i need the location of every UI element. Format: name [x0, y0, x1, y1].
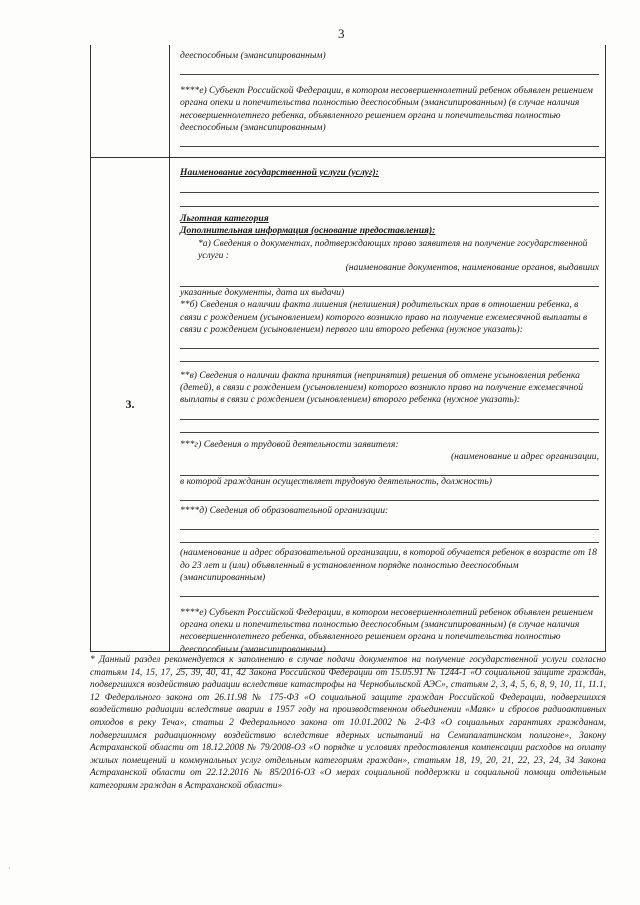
row3-content	[180, 167, 599, 669]
item-a-hint: указанные документы, дата их выдачи)	[180, 287, 345, 299]
item-e: ****е) Субъект Российской Федерации, в котором несовершеннолетний ребенок объявлен решением органа опеки и попечительства полностью дееспособным (эмансипированным) (в случае наличия несовершеннолетнего ребенка, объявленного решением органа и попечительства полностью дееспособным (эмансипированным)	[180, 607, 593, 655]
item-v: **в) Сведения о наличии факта принятия (непринятия) решения об отмене усыновления ребенка (детей), в связи с рождением (усыновлением) которого возникло право на получение ежемесячной выплаты в связи с рождением (усыновлением) второго ребенка (нужное указать):	[180, 370, 584, 406]
item-g-hint: в которой гражданин осуществляет трудовую деятельность, должность)	[180, 476, 492, 488]
margin-mark: ·	[8, 864, 11, 873]
item-d-field[interactable]	[180, 519, 599, 530]
footnote	[90, 654, 606, 793]
item-g-hint: (наименование и адрес организации,	[450, 450, 599, 462]
item-d-hint: (наименование и адрес образовательной организации, в которой обучается ребенок в возрасте от 18 до 23 лет и (или) объявленный в установленном порядке полностью дееспособным (эмансипированным)	[180, 547, 597, 583]
item-g-field[interactable]	[180, 490, 599, 501]
item-b-field[interactable]	[180, 351, 599, 362]
item-d-field[interactable]	[180, 586, 599, 597]
prev-row-content	[180, 50, 599, 147]
fill-line[interactable]	[180, 136, 599, 147]
additional-info-label: Дополнительная информация (основание предоставления):	[180, 225, 436, 237]
item-a: *а) Сведения о документах, подтверждающих право заявителя на получение государственной услуги :	[198, 237, 588, 261]
item-d-field[interactable]	[180, 532, 599, 543]
continuation-text: дееспособным (эмансипированным)	[180, 50, 326, 61]
service-name-label: Наименование государственной услуги (услуг):	[180, 167, 379, 178]
fill-line[interactable]	[180, 64, 599, 75]
column-divider	[169, 45, 170, 651]
page-number: 3	[338, 26, 345, 41]
row-divider	[91, 157, 605, 158]
subject-clause: ****е) Субъект Российской Федерации, в котором несовершеннолетний ребенок объявлен решением органа опеки и попечительства полностью дееспособным (эмансипированным) (в случае наличия несовершеннолетнего ребенка, объявленного решением органа и попечительства полностью дееспособным (эмансипированным)	[180, 85, 593, 133]
item-b-field[interactable]	[180, 338, 599, 349]
benefit-category-label: Льготная категория	[180, 213, 269, 225]
item-a-field[interactable]	[180, 276, 599, 287]
item-d: ****д) Сведения об образовательной организации:	[180, 505, 389, 517]
item-g-field[interactable]	[180, 465, 599, 476]
form-table	[90, 45, 606, 655]
item-g: ***г) Сведения о трудовой деятельности заявителя:	[180, 438, 399, 450]
item-b: **б) Сведения о наличии факта лишения (нелишения) родительских прав в отношении ребенка, в связи с рождением (усыновлением) которого возникло право на получение ежемесячной выплаты в связи с рождением (усыновлением) первого или второго ребенка (нужное указать):	[180, 299, 588, 335]
item-a-hint: (наименование документов, наименование органов, выдавших	[345, 262, 599, 274]
service-name-field[interactable]	[180, 182, 599, 193]
item-v-field[interactable]	[180, 409, 599, 420]
item-v-field[interactable]	[180, 422, 599, 433]
row-number: 3.	[125, 397, 135, 411]
footnote-text: * Данный раздел рекомендуется к заполнению в случае подачи документов на получение государственной услуги согласно статьям 14, 15, 17, 25, 39, 40, 41, 42 Закона Российской Федерации от 15.05.91 № 1244-1 «О социальной защите граждан, подвергшихся воздействию радиации вследствие катастрофы на Чернобыльской АЭС», статьям 2, 3, 4, 5, 6, 8, 9, 10, 11, 11.1, 12 Федерального закона от 26.11.98 № 175-ФЗ «О социальной защите граждан Российской Федерации, подвергшихся воздействию радиации вследствие аварии в 1957 году на производственном объединении «Маяк» и сбросов радиоактивных отходов в реку Теча», статьи 2 Федерального закона от 10.01.2002 № 2-ФЗ «О социальных гарантиях гражданам, подвергшимся радиационному воздействию вследствие ядерных испытаний на Семипалатинском полигоне», Закону Астраханской области от 18.12.2008 № 79/2008-ОЗ «О порядке и условиях предоставления компенсации расходов на оплату жилых помещений и коммунальных услуг отдельным категориям граждан», статьям 18, 19, 20, 21, 22, 23, 24, 34 Закона Астраханской области от 22.12.2016 № 85/2016-ОЗ «О мерах социальной поддержки и социальной помощи отдельным категориям граждан в Астраханской области»	[90, 655, 606, 791]
service-name-field[interactable]	[180, 196, 599, 207]
